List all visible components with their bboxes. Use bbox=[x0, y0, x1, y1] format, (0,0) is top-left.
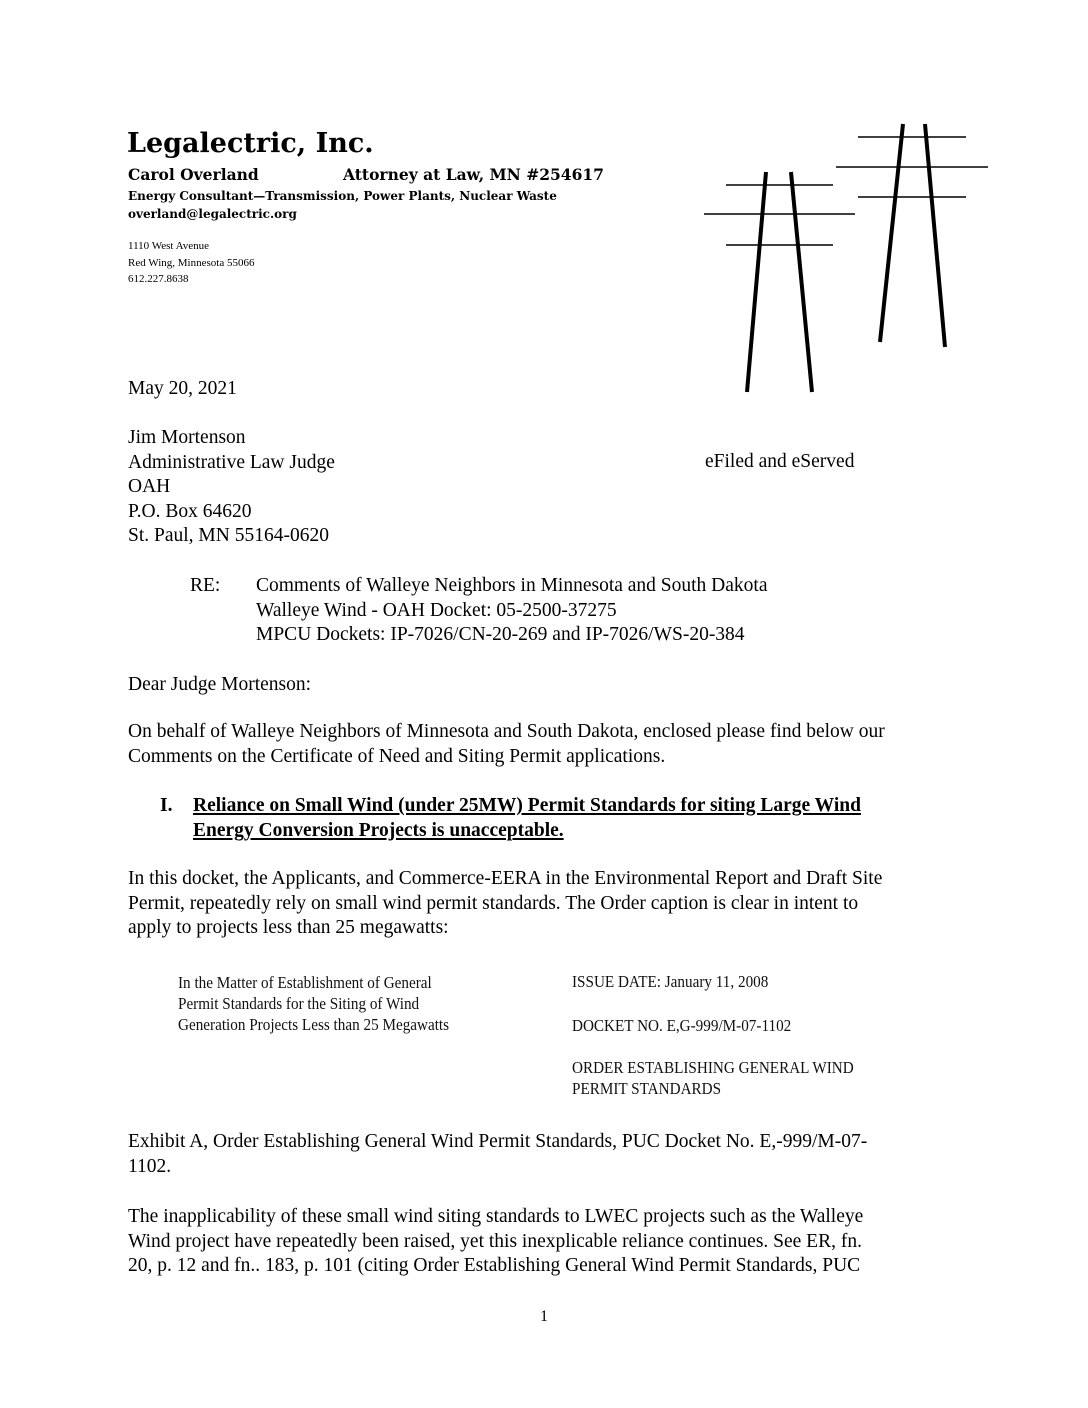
email-link[interactable]: overland@legalectric.org bbox=[128, 207, 297, 221]
text-line: Permit, repeatedly rely on small wind permit standards. The Order caption is clear in intent to bbox=[128, 892, 859, 914]
right-tower bbox=[836, 124, 988, 347]
transmission-towers-logo bbox=[0, 0, 1088, 420]
text-line: The inapplicability of these small wind siting standards to LWEC projects such as the Walleye bbox=[128, 1206, 864, 1227]
left-tower bbox=[704, 172, 855, 392]
recipient-line: OAH bbox=[128, 476, 171, 498]
re-line: MPCU Dockets: IP-7026/CN-20-269 and IP-7026/WS-20-384 bbox=[256, 624, 745, 646]
letter-date: May 20, 2021 bbox=[128, 378, 237, 399]
address-line: 1110 West Avenue bbox=[128, 240, 209, 252]
text-line: Wind project have repeatedly been raised, yet this inexplicable reliance continues. See ER, fn. bbox=[128, 1230, 862, 1252]
caption-docket: DOCKET NO. E,G-999/M-07-1102 bbox=[572, 1016, 792, 1035]
address-line: Red Wing, Minnesota 55066 bbox=[128, 257, 255, 269]
re-label: RE: bbox=[190, 575, 221, 596]
paragraph-2 bbox=[128, 867, 882, 941]
caption-line: In the Matter of Establishment of General bbox=[178, 973, 432, 992]
text-line: apply to projects less than 25 megawatts: bbox=[128, 917, 449, 939]
paragraph-3 bbox=[128, 1130, 867, 1179]
section-heading bbox=[193, 794, 861, 843]
text-line: 20, p. 12 and fn.. 183, p. 101 (citing Order Establishing General Wind Permit Standards, PUC bbox=[128, 1255, 861, 1277]
paragraph-4 bbox=[128, 1205, 863, 1279]
caption-order bbox=[572, 1057, 854, 1099]
recipient-line: Jim Mortenson bbox=[128, 427, 246, 448]
caption-line: Permit Standards for the Siting of Wind bbox=[178, 994, 420, 1013]
heading-line: Energy Conversion Projects is unacceptable. bbox=[193, 819, 564, 841]
re-lines bbox=[256, 574, 768, 648]
delivery-note: eFiled and eServed bbox=[705, 451, 855, 472]
caption-line: ORDER ESTABLISHING GENERAL WIND bbox=[572, 1058, 854, 1077]
section-number: I. bbox=[160, 795, 173, 816]
caption-issue-date: ISSUE DATE: January 11, 2008 bbox=[572, 972, 769, 991]
caption-line: PERMIT STANDARDS bbox=[572, 1079, 722, 1098]
company-name: Legalectric, Inc. bbox=[127, 128, 374, 159]
page-number: 1 bbox=[540, 1308, 548, 1325]
paragraph-1 bbox=[128, 720, 885, 769]
caption-line: Generation Projects Less than 25 Megawatts bbox=[178, 1015, 450, 1034]
text-line: In this docket, the Applicants, and Commerce-EERA in the Environmental Report and Draft Site bbox=[128, 868, 883, 889]
recipient-line: P.O. Box 64620 bbox=[128, 500, 252, 522]
salutation: Dear Judge Mortenson: bbox=[128, 674, 312, 695]
attorney-title: Attorney at Law, MN #254617 bbox=[343, 165, 604, 184]
recipient-line: Administrative Law Judge bbox=[128, 451, 335, 473]
caption-left bbox=[178, 972, 449, 1035]
text-line: 1102. bbox=[128, 1155, 172, 1177]
recipient-block bbox=[128, 426, 335, 549]
phone: 612.227.8638 bbox=[128, 273, 189, 285]
text-line: Exhibit A, Order Establishing General Wind Permit Standards, PUC Docket No. E,-999/M-07- bbox=[128, 1131, 868, 1152]
attorney-name: Carol Overland bbox=[128, 165, 259, 184]
re-line: Walleye Wind - OAH Docket: 05-2500-37275 bbox=[256, 599, 617, 621]
text-line: On behalf of Walleye Neighbors of Minnesota and South Dakota, enclosed please find below our bbox=[128, 721, 885, 742]
re-line: Comments of Walleye Neighbors in Minnesota and South Dakota bbox=[256, 575, 768, 596]
text-line: Comments on the Certificate of Need and Siting Permit applications. bbox=[128, 745, 666, 767]
specialty: Energy Consultant—Transmission, Power Plants, Nuclear Waste bbox=[128, 189, 557, 203]
heading-line: Reliance on Small Wind (under 25MW) Permit Standards for siting Large Wind bbox=[193, 795, 861, 816]
recipient-line: St. Paul, MN 55164-0620 bbox=[128, 525, 329, 547]
